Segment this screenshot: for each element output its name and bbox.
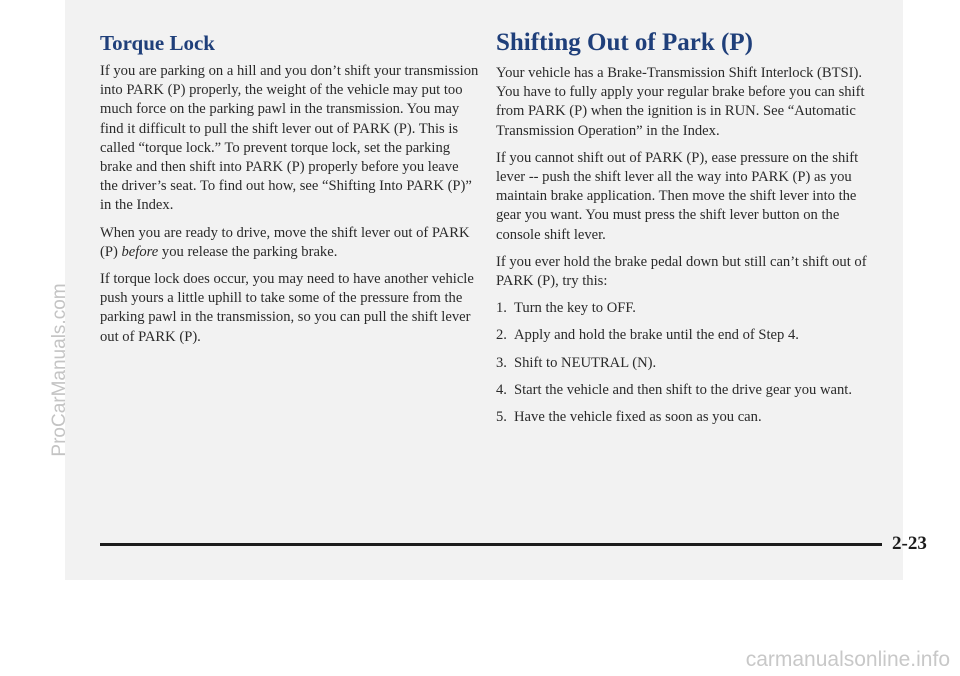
manual-page xyxy=(65,0,927,580)
section-heading-shifting-out-of-park: Shifting Out of Park (P) xyxy=(496,29,753,56)
side-watermark-text: ProCarManuals.com xyxy=(49,283,70,457)
torque-lock-body xyxy=(100,62,480,355)
step-number: 4. xyxy=(496,381,507,398)
emphasis-before: before xyxy=(121,243,159,260)
text-run: When you are ready to drive, move the shift lever out of PARK (P) xyxy=(100,224,470,260)
step-number: 1. xyxy=(496,300,507,317)
section-heading-torque-lock: Torque Lock xyxy=(100,31,215,55)
paragraph: Your vehicle has a Brake-Transmission Shift Interlock (BTSI). You have to fully apply your regular brake before you can shift from PARK (P) when the ignition is in RUN. See “Automatic Transmission Operation” in the Index. xyxy=(496,65,865,139)
paragraph: If you cannot shift out of PARK (P), ease pressure on the shift lever -- push the shift lever all the way into PARK (P) as you maintain brake application. Then move the shift lever into the gear you want. You must press the shift lever button on the console shift lever. xyxy=(496,149,859,243)
list-item xyxy=(496,381,880,400)
list-item xyxy=(496,299,880,318)
bottom-watermark: carmanualsonline.info xyxy=(745,648,950,671)
paragraph: If torque lock does occur, you may need to have another vehicle push yours a little uphill to take some of the pressure from the parking pawl in the transmission, so you can pull the shift lever out of PARK (P). xyxy=(100,271,474,345)
step-text: Turn the key to OFF. xyxy=(514,300,636,317)
step-number: 5. xyxy=(496,409,507,426)
step-text: Have the vehicle fixed as soon as you can. xyxy=(514,409,762,426)
list-item xyxy=(496,326,880,345)
text-run: you release the parking brake. xyxy=(158,243,338,260)
footer-rule xyxy=(100,543,882,546)
paragraph: If you ever hold the brake pedal down but still can’t shift out of PARK (P), try this: xyxy=(496,253,867,290)
step-text: Apply and hold the brake until the end of Step 4. xyxy=(514,327,799,344)
list-item xyxy=(496,354,880,373)
paragraph xyxy=(100,224,480,262)
steps-list xyxy=(496,299,880,427)
list-item xyxy=(496,408,880,427)
page-number: 2-23 xyxy=(892,533,927,554)
step-number: 2. xyxy=(496,327,507,344)
step-number: 3. xyxy=(496,354,507,371)
step-text: Shift to NEUTRAL (N). xyxy=(514,354,657,371)
step-text: Start the vehicle and then shift to the drive gear you want. xyxy=(514,381,852,398)
paragraph: If you are parking on a hill and you don’t shift your transmission into PARK (P) properly, the weight of the vehicle may put too much force on the parking pawl in the transmission. You may find it difficult to pull the shift lever out of PARK (P). This is called “torque lock.” To prevent torque lock, set the parking brake and then shift into PARK (P) properly before you leave the driver’s seat. To find out how, see “Shifting Into PARK (P)” in the Index. xyxy=(100,63,479,214)
shifting-out-body xyxy=(496,64,880,435)
